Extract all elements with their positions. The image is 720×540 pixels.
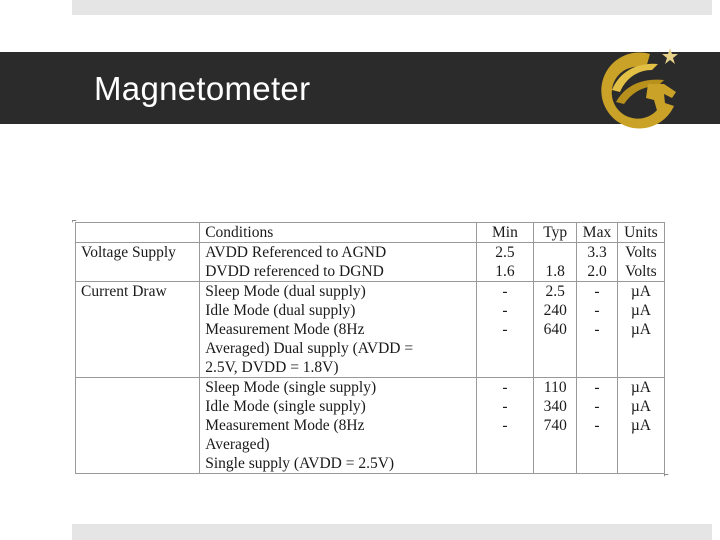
max-value: 2.0 [587,263,607,280]
header-parameter [76,223,200,243]
max-value: 3.3 [587,244,607,261]
header-typ: Typ [534,223,577,243]
condition-line: 2.5V, DVDD = 1.8V) [205,359,339,376]
unit-value: µA [630,379,651,396]
units-cell [617,378,664,474]
condition-line: Sleep Mode (dual supply) [205,283,366,300]
units-cell [617,282,664,378]
conditions-cell [200,378,476,474]
condition-line: Idle Mode (single supply) [205,398,366,415]
max-value: - [594,379,600,396]
parameter-cell [76,378,200,474]
bottom-decor-strip [72,524,712,540]
min-value: - [502,417,508,434]
condition-line: AVDD Referenced to AGND [205,244,387,261]
typ-value: 740 [543,417,567,434]
specifications-table [75,222,665,474]
min-value: 2.5 [495,244,515,261]
corner-mark: ⌐ [664,470,669,479]
min-value: - [502,283,508,300]
unit-value: µA [630,302,651,319]
table-row-voltage-supply [76,243,665,282]
conditions-cell [200,282,476,378]
typ-value: 340 [543,398,567,415]
max-value: - [594,321,600,338]
typ-value: 640 [543,321,567,338]
condition-line: Sleep Mode (single supply) [205,379,377,396]
max-value: - [594,398,600,415]
unit-value: Volts [625,263,657,280]
max-cell [577,378,618,474]
typ-value: 1.8 [545,263,565,280]
table-header-row [76,223,665,243]
header-max: Max [577,223,618,243]
unit-value: µA [630,398,651,415]
typ-cell [534,282,577,378]
min-value: - [502,379,508,396]
condition-line: Idle Mode (dual supply) [205,302,356,319]
condition-line: Averaged) [205,436,270,453]
top-decor-strip [72,0,712,15]
condition-line: DVDD referenced to DGND [205,263,384,280]
max-cell [577,282,618,378]
typ-cell [534,378,577,474]
unit-value: µA [630,321,651,338]
typ-cell [534,243,577,282]
header-units: Units [617,223,664,243]
condition-line: Single supply (AVDD = 2.5V) [205,455,395,472]
min-cell [476,378,534,474]
typ-value: 110 [543,379,567,396]
min-value: 1.6 [495,263,515,280]
min-value: - [502,321,508,338]
parameter-cell: Voltage Supply [76,243,200,282]
typ-value: 2.5 [545,283,565,300]
typ-value: 240 [543,302,567,319]
header-min: Min [476,223,534,243]
max-cell [577,243,618,282]
condition-line: Measurement Mode (8Hz [205,417,365,434]
table-row-current-draw-dual [76,282,665,378]
header-conditions: Conditions [200,223,476,243]
corner-mark: ⌐ [72,216,77,225]
min-cell [476,282,534,378]
max-value: - [594,417,600,434]
condition-line: Measurement Mode (8Hz [205,321,365,338]
units-cell [617,243,664,282]
pegasus-logo-icon [592,40,686,132]
unit-value: Volts [625,244,657,261]
conditions-cell [200,243,476,282]
min-value: - [502,398,508,415]
condition-line: Averaged) Dual supply (AVDD = [205,340,414,357]
parameter-cell: Current Draw [76,282,200,378]
max-value: - [594,283,600,300]
unit-value: µA [630,417,651,434]
unit-value: µA [630,283,651,300]
min-cell [476,243,534,282]
max-value: - [594,302,600,319]
slide-title: Magnetometer [94,70,311,107]
min-value: - [502,302,508,319]
table-row-current-draw-single [76,378,665,474]
typ-value [537,243,573,262]
